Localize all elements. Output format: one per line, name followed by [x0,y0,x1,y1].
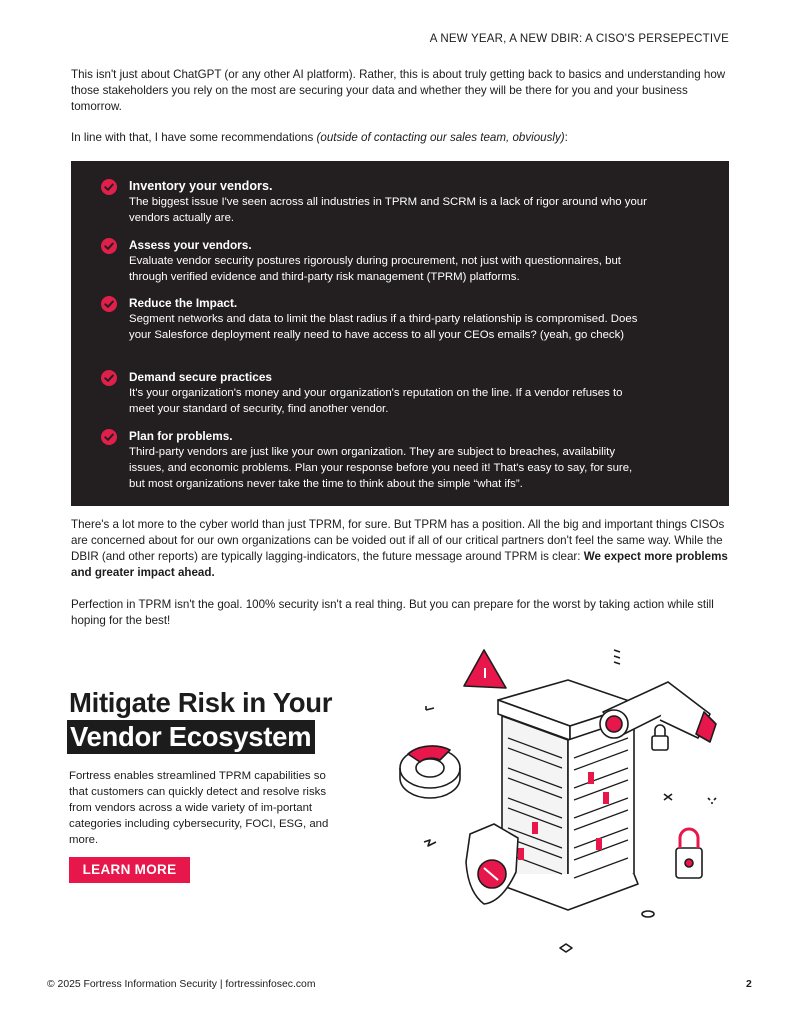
learn-more-button[interactable]: LEARN MORE [69,857,190,883]
document-header: A NEW YEAR, A NEW DBIR: A CISO'S PERSEPECTIVE [429,33,729,45]
recommendation-title: Inventory your vendors. [129,179,273,193]
recommendation-title: Reduce the Impact. [129,296,238,310]
check-circle-icon [101,238,117,254]
closing-paragraph [71,517,731,581]
recommendation-title: Demand secure practices [129,370,272,384]
recommendations-lead [71,130,731,146]
check-circle-icon [101,296,117,312]
intro-paragraph: This isn't just about ChatGPT (or any other AI platform). Rather, this is about truly getting back to basics and understanding how those stakeholders you rely on the most are securing your data and whether they will be there for you and your business tomorrow. [71,68,726,113]
check-circle-icon [101,429,117,445]
cta-title-line2: Vendor Ecosystem [67,720,315,754]
check-circle-icon [101,179,117,195]
recommendations-box [71,161,729,506]
recommendation-body: Segment networks and data to limit the blast radius if a third-party relationship is compromised. Does your Salesforce deployment really need to have access to all your CEOs emails? (yeah, go check) [129,313,638,341]
cta-description: Fortress enables streamlined TPRM capabilities so that customers can quickly detect and resolve risks from vendors across a wide variety of im-portant categories including cybersecurity, FOCI, ESG, and more. [69,770,329,846]
recommendation-body: The biggest issue I've seen across all industries in TPRM and SCRM is a lack of rigor around who your vendors actually are. [129,196,647,224]
recommendation-title: Assess your vendors. [129,238,252,252]
recommendations-lead-colon: : [564,131,568,144]
closing-paragraph-text: There's a lot more to the cyber world than just TPRM, for sure. But TPRM has a position. All the big and important things CISOs are concerned about for our own organizations can be voided out if all of our critical partners don't feel the same way. While the DBIR (and other reports) are typically lagging-indicators, the future message around TPRM is clear: [71,518,725,563]
page-number: 2 [746,979,752,990]
footer-copyright: © 2025 Fortress Information Security | fortressinfosec.com [47,979,316,990]
recommendation-body: Third-party vendors are just like your own organization. They are subject to breaches, availability issues, and economic problems. Plan your response before you need it! That's easy to say, for sure, but most organizations never take the time to think about the simple “what ifs”. [129,446,633,490]
closing-emphasis: We expect more problems and greater impact ahead. [71,550,728,579]
recommendations-lead-text: In line with that, I have some recommendations [71,131,317,144]
recommendation-body: Evaluate vendor security postures rigorously during procurement, not just with questionnaires, but through verified evidence and third-party risk management (TPRM) platforms. [129,255,621,283]
cta-title-line1: Mitigate Risk in Your [69,687,333,718]
server-security-illustration [398,642,738,962]
final-paragraph: Perfection in TPRM isn't the goal. 100% security isn't a real thing. But you can prepare for the worst by taking action while still hoping for the best! [71,598,714,627]
recommendations-lead-aside: (outside of contacting our sales team, obviously) [316,131,565,144]
recommendation-body: It's your organization's money and your organization's reputation on the line. If a vendor refuses to meet your standard of security, find another vendor. [129,387,623,415]
check-circle-icon [101,370,117,386]
recommendation-title: Plan for problems. [129,429,233,443]
